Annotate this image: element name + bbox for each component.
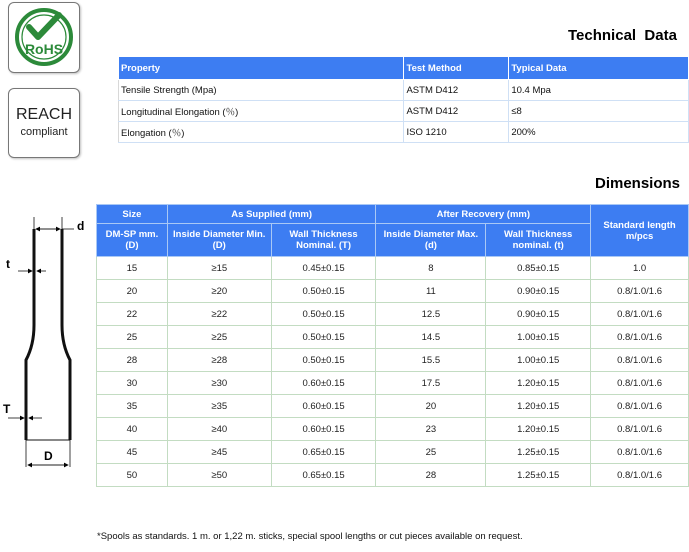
inside-min-cell: ≥15 (167, 257, 271, 280)
size-cell: 30 (97, 372, 168, 395)
inside-min-cell: ≥20 (167, 280, 271, 303)
wall-supplied-cell: 0.65±0.15 (271, 441, 376, 464)
wall-recovered-cell: 1.25±0.15 (486, 441, 591, 464)
header-standard-length: Standard length m/pcs (591, 205, 689, 257)
inside-max-cell: 17.5 (376, 372, 486, 395)
wall-supplied-cell: 0.50±0.15 (271, 303, 376, 326)
table-row (97, 257, 689, 280)
header-wall-thickness-recovered: Wall Thickness nominal. (t) (486, 224, 591, 257)
wall-recovered-cell: 0.90±0.15 (486, 303, 591, 326)
header-inside-diameter-max: Inside Diameter Max. (d) (376, 224, 486, 257)
property-cell: Tensile Strength (Mpa) (119, 80, 404, 101)
size-cell: 15 (97, 257, 168, 280)
reach-badge (8, 88, 80, 158)
table-row (97, 441, 689, 464)
table-header-row (97, 205, 689, 224)
length-cell: 0.8/1.0/1.6 (591, 303, 689, 326)
size-cell: 22 (97, 303, 168, 326)
wall-recovered-cell: 1.20±0.15 (486, 372, 591, 395)
typical-data-cell: 10.4 Mpa (509, 80, 689, 101)
wall-supplied-cell: 0.50±0.15 (271, 280, 376, 303)
wall-supplied-cell: 0.50±0.15 (271, 349, 376, 372)
table-row (119, 80, 689, 101)
header-size: Size (97, 205, 168, 224)
wall-supplied-cell: 0.60±0.15 (271, 418, 376, 441)
length-cell: 0.8/1.0/1.6 (591, 464, 689, 487)
inside-max-cell: 12.5 (376, 303, 486, 326)
inside-min-cell: ≥50 (167, 464, 271, 487)
diagram-label-d: d (77, 219, 85, 233)
length-cell: 0.8/1.0/1.6 (591, 349, 689, 372)
inside-max-cell: 25 (376, 441, 486, 464)
size-cell: 25 (97, 326, 168, 349)
size-cell: 45 (97, 441, 168, 464)
header-typical-data: Typical Data (509, 57, 689, 80)
test-method-cell: ASTM D412 (404, 101, 509, 122)
length-cell: 0.8/1.0/1.6 (591, 326, 689, 349)
table-row (97, 303, 689, 326)
wall-recovered-cell: 1.20±0.15 (486, 395, 591, 418)
footnote: *Spools as standards. 1 m. or 1,22 m. sticks, special spool lengths or cut pieces available on request. (97, 531, 523, 542)
size-cell: 50 (97, 464, 168, 487)
wall-recovered-cell: 0.85±0.15 (486, 257, 591, 280)
table-row (97, 464, 689, 487)
size-cell: 28 (97, 349, 168, 372)
wall-recovered-cell: 1.20±0.15 (486, 418, 591, 441)
size-cell: 35 (97, 395, 168, 418)
diagram-label-T: T (3, 402, 11, 416)
inside-max-cell: 11 (376, 280, 486, 303)
table-header-row (119, 57, 689, 80)
table-row (119, 101, 689, 122)
tube-diagram (0, 215, 96, 475)
length-cell: 0.8/1.0/1.6 (591, 280, 689, 303)
inside-max-cell: 8 (376, 257, 486, 280)
technical-data-table (118, 57, 689, 143)
inside-max-cell: 15.5 (376, 349, 486, 372)
length-cell: 0.8/1.0/1.6 (591, 395, 689, 418)
length-cell: 0.8/1.0/1.6 (591, 441, 689, 464)
wall-recovered-cell: 1.25±0.15 (486, 464, 591, 487)
inside-max-cell: 14.5 (376, 326, 486, 349)
test-method-cell: ISO 1210 (404, 122, 509, 143)
header-dm-sp: DM-SP mm. (D) (97, 224, 168, 257)
reach-title: REACH (15, 106, 72, 123)
technical-data-heading: Technical Data (568, 27, 677, 44)
typical-data-cell: ≤8 (509, 101, 689, 122)
rohs-badge (8, 2, 80, 73)
dimensions-heading: Dimensions (595, 175, 681, 192)
inside-min-cell: ≥40 (167, 418, 271, 441)
inside-min-cell: ≥25 (167, 326, 271, 349)
wall-recovered-cell: 0.90±0.15 (486, 280, 591, 303)
reach-subtitle: compliant (20, 126, 68, 138)
rohs-logo-icon (9, 3, 79, 72)
wall-supplied-cell: 0.65±0.15 (271, 464, 376, 487)
property-cell: Longitudinal Elongation (％) (119, 101, 404, 122)
inside-min-cell: ≥22 (167, 303, 271, 326)
table-row (97, 418, 689, 441)
inside-min-cell: ≥35 (167, 395, 271, 418)
length-cell: 0.8/1.0/1.6 (591, 372, 689, 395)
table-row (97, 349, 689, 372)
header-test-method: Test Method (404, 57, 509, 80)
diagram-label-D: D (44, 449, 53, 463)
wall-supplied-cell: 0.60±0.15 (271, 395, 376, 418)
diagram-label-t: t (6, 257, 10, 271)
dimensions-table (96, 204, 689, 487)
inside-min-cell: ≥30 (167, 372, 271, 395)
header-as-supplied: As Supplied (mm) (167, 205, 376, 224)
size-cell: 40 (97, 418, 168, 441)
table-row (97, 326, 689, 349)
header-wall-thickness-supplied: Wall Thickness Nominal. (T) (271, 224, 376, 257)
inside-max-cell: 23 (376, 418, 486, 441)
length-cell: 0.8/1.0/1.6 (591, 418, 689, 441)
wall-recovered-cell: 1.00±0.15 (486, 326, 591, 349)
wall-supplied-cell: 0.60±0.15 (271, 372, 376, 395)
wall-supplied-cell: 0.50±0.15 (271, 326, 376, 349)
inside-max-cell: 20 (376, 395, 486, 418)
rohs-label: RoHS (24, 41, 64, 57)
inside-max-cell: 28 (376, 464, 486, 487)
wall-supplied-cell: 0.45±0.15 (271, 257, 376, 280)
table-row (97, 280, 689, 303)
header-after-recovery: After Recovery (mm) (376, 205, 591, 224)
size-cell: 20 (97, 280, 168, 303)
table-row (97, 372, 689, 395)
header-property: Property (119, 57, 404, 80)
inside-min-cell: ≥28 (167, 349, 271, 372)
table-row (119, 122, 689, 143)
property-cell: Elongation (％) (119, 122, 404, 143)
wall-recovered-cell: 1.00±0.15 (486, 349, 591, 372)
length-cell: 1.0 (591, 257, 689, 280)
test-method-cell: ASTM D412 (404, 80, 509, 101)
typical-data-cell: 200% (509, 122, 689, 143)
header-inside-diameter-min: Inside Diameter Min. (D) (167, 224, 271, 257)
table-row (97, 395, 689, 418)
inside-min-cell: ≥45 (167, 441, 271, 464)
